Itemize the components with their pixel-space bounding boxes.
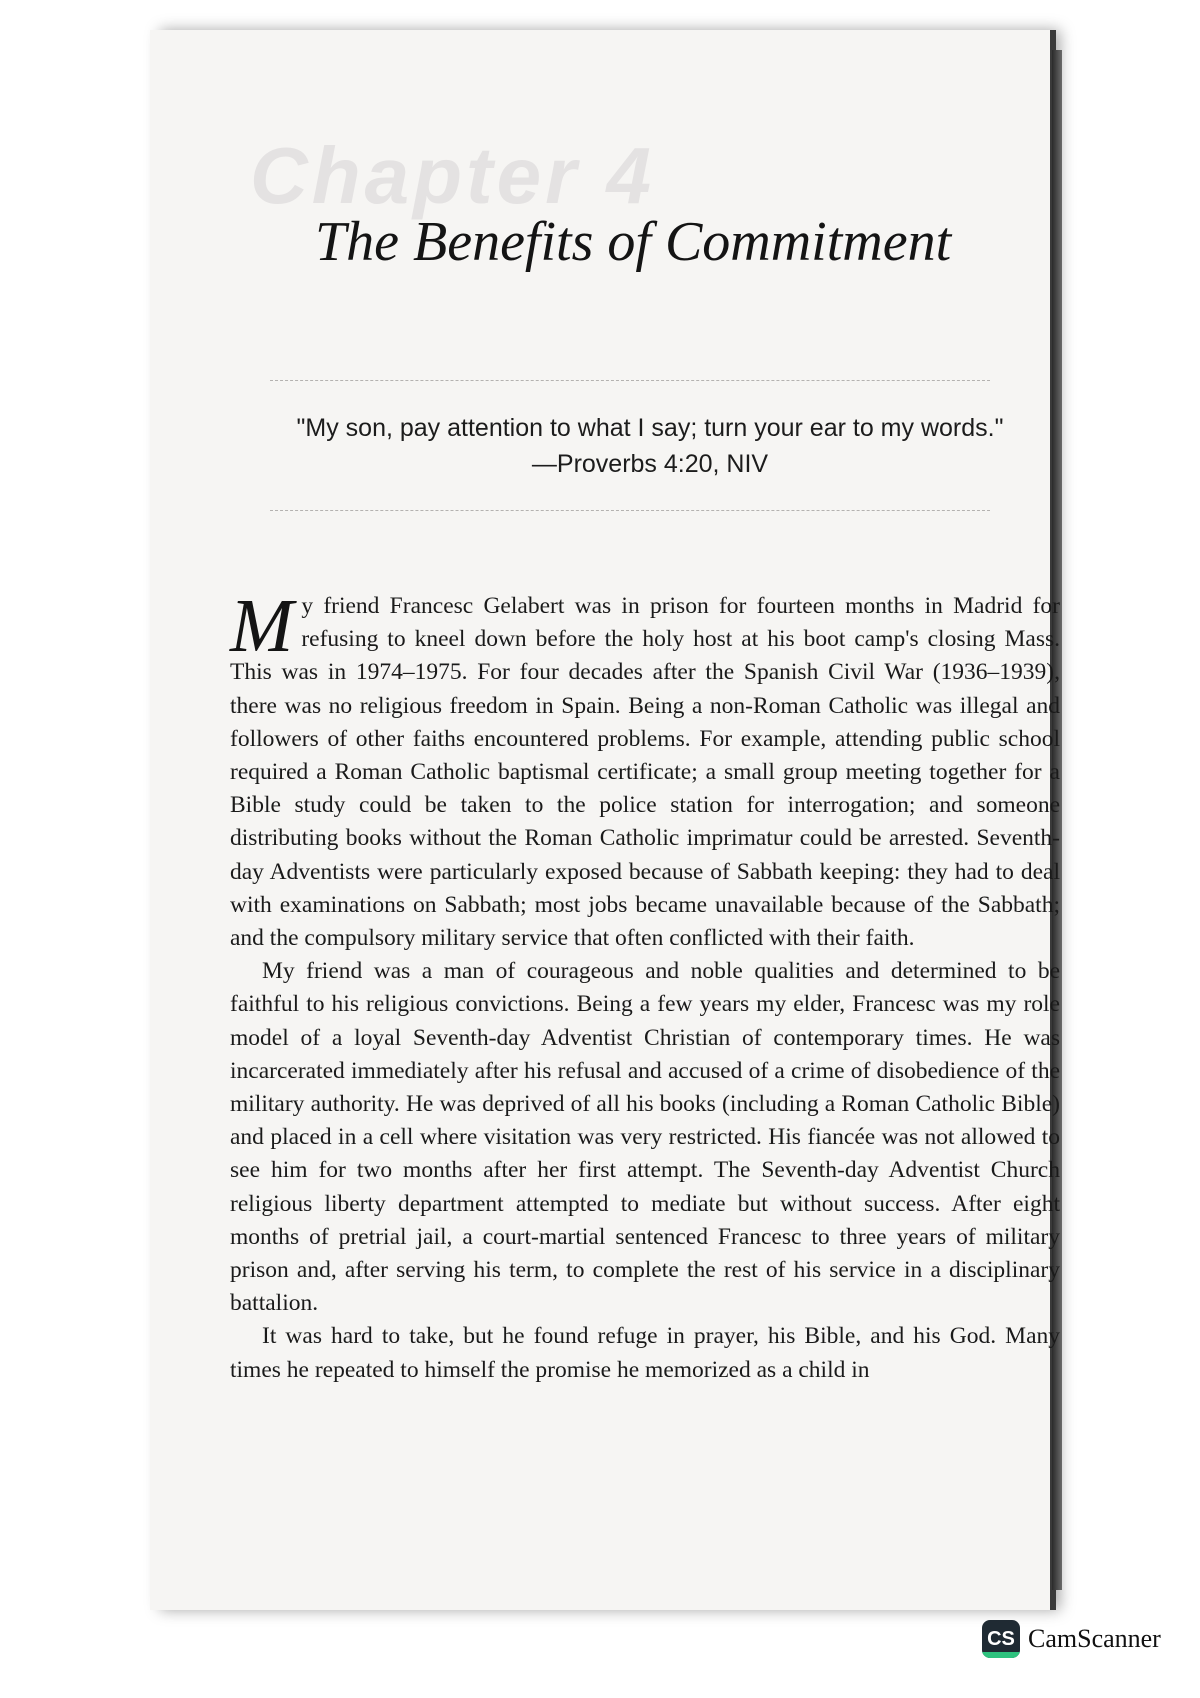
epigraph-quote: "My son, pay attention to what I say; turn your ear to my words." [296,414,1004,442]
drop-cap: M [230,584,294,668]
chapter-title: The Benefits of Commitment [315,211,952,273]
epigraph [290,410,1010,482]
camscanner-logo-icon: CS [982,1620,1020,1658]
camscanner-name: CamScanner [1028,1624,1161,1653]
epigraph-source: —Proverbs 4:20, NIV [531,450,769,478]
paragraph-3: It was hard to take, but he found refuge in prayer, his Bible, and his God. Many times he repeated to himself the promise he memorized as a child in [230,1323,1060,1383]
epigraph-rule-top [270,380,990,381]
camscanner-watermark [982,1620,1161,1658]
paragraph-2: My friend was a man of courageous and noble qualities and determined to be faithful to his religious convictions. Being a few years my elder, Francesc was my role model of a loyal Seventh-day Adventist Christian of contemporary times. He was incarcerated immediately after his refusal and accused of a crime of disobedience of the military authority. He was deprived of all his books (including a Roman Catholic Bible) and placed in a cell where visitation was very restricted. His fiancée was not allowed to see him for two months after her first attempt. The Seventh-day Adventist Church religious liberty department attempted to mediate but without success. After eight months of pretrial jail, a court-martial sentenced Francesc to three years of military prison and, after serving his term, to complete the rest of his service in a disciplinary battalion. [230,958,1060,1317]
paragraph-1-text: y friend Francesc Gelabert was in prison for fourteen months in Madrid for refusing to kneel down before the holy host at his boot camp's closing Mass. This was in 1974–1975. For four decades after the Spanish Civil War (1936–1939), there was no religious freedom in Spain. Being a non-Roman Catholic was illegal and followers of other faiths encountered problems. For example, attending public school required a Roman Catholic baptismal certificate; a small group meeting together for a Bible study could be taken to the police station for interrogation; and someone distributing books without the Roman Catholic imprimatur could be arrested. Seventh-day Adventists were particularly exposed because of Sabbath keeping: they had to deal with examinations on Sabbath; most jobs became unavailable because of the Sabbath; and the compulsory military service that often conflicted with their faith. [230,593,1060,952]
chapter-label: Chapter 4 [250,131,655,220]
body-text [230,584,1060,1387]
epigraph-rule-bottom [270,510,990,511]
paragraph-1 [230,584,1060,955]
book-page [150,30,1060,1610]
